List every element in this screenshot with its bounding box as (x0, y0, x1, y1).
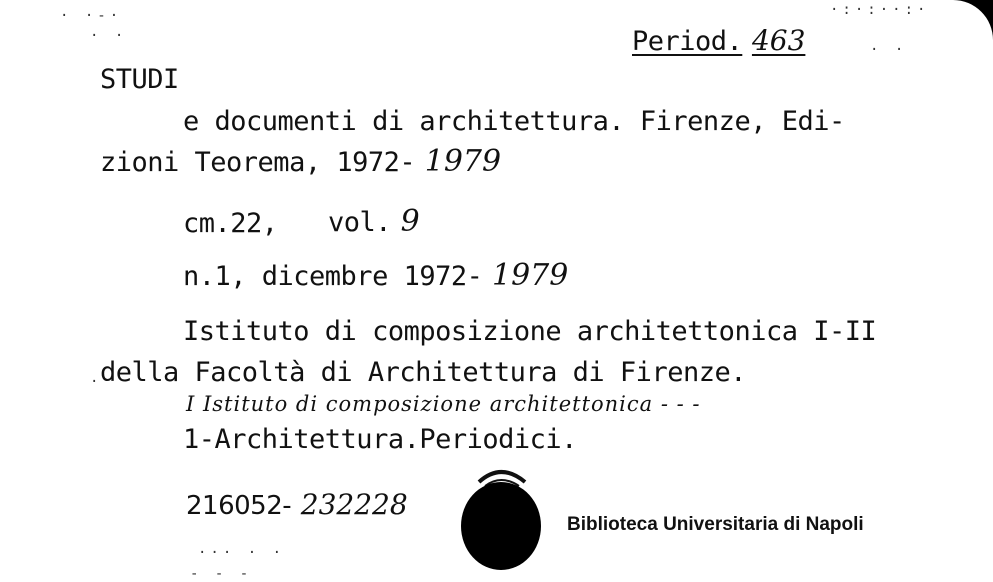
scan-speck: ·:·:··:· (830, 2, 930, 18)
library-stamp-seal (455, 460, 545, 575)
description-line-2 (100, 144, 501, 179)
description-line-2-handwritten: 1979 (424, 144, 502, 179)
shelfmark-handwritten: 463 (751, 24, 806, 57)
inventory-typed: 216052- (186, 491, 292, 521)
library-stamp-text: Biblioteca Universitaria di Napoli (567, 514, 864, 535)
inventory-handwritten: 232228 (300, 488, 408, 521)
numbering-typed: n.1, dicembre 1972- (183, 261, 483, 292)
scan-speck: - - - (190, 566, 253, 582)
scan-speck: · · (90, 28, 128, 44)
issuer-line-2: della Facoltà di Architettura di Firenze. (100, 357, 746, 388)
shelfmark (632, 24, 805, 57)
volume (328, 204, 420, 239)
volume-handwritten: 9 (400, 204, 420, 239)
physical-size: cm.22, (183, 208, 278, 239)
inventory-number (186, 488, 408, 521)
description-line-2-typed: zioni Teorema, 1972- (100, 147, 416, 178)
numbering (183, 258, 568, 293)
card-title: STUDI (100, 64, 179, 95)
subject-heading: 1-Architettura.Periodici. (183, 424, 577, 455)
volume-typed: vol. (328, 207, 392, 238)
scan-speck: · · (870, 42, 908, 58)
numbering-handwritten: 1979 (492, 258, 569, 293)
handwritten-note: I Istituto di composizione architettonica - - - (186, 392, 701, 416)
scan-speck: ··· · · (198, 545, 286, 561)
shelfmark-typed: Period. (632, 26, 743, 57)
scan-speck: · (90, 374, 103, 390)
description-line-1: e documenti di architettura. Firenze, Edi- (183, 106, 845, 137)
scan-speck: · ·-· (60, 8, 123, 24)
issuer-line-1: Istituto di composizione architettonica I-II (183, 316, 877, 347)
